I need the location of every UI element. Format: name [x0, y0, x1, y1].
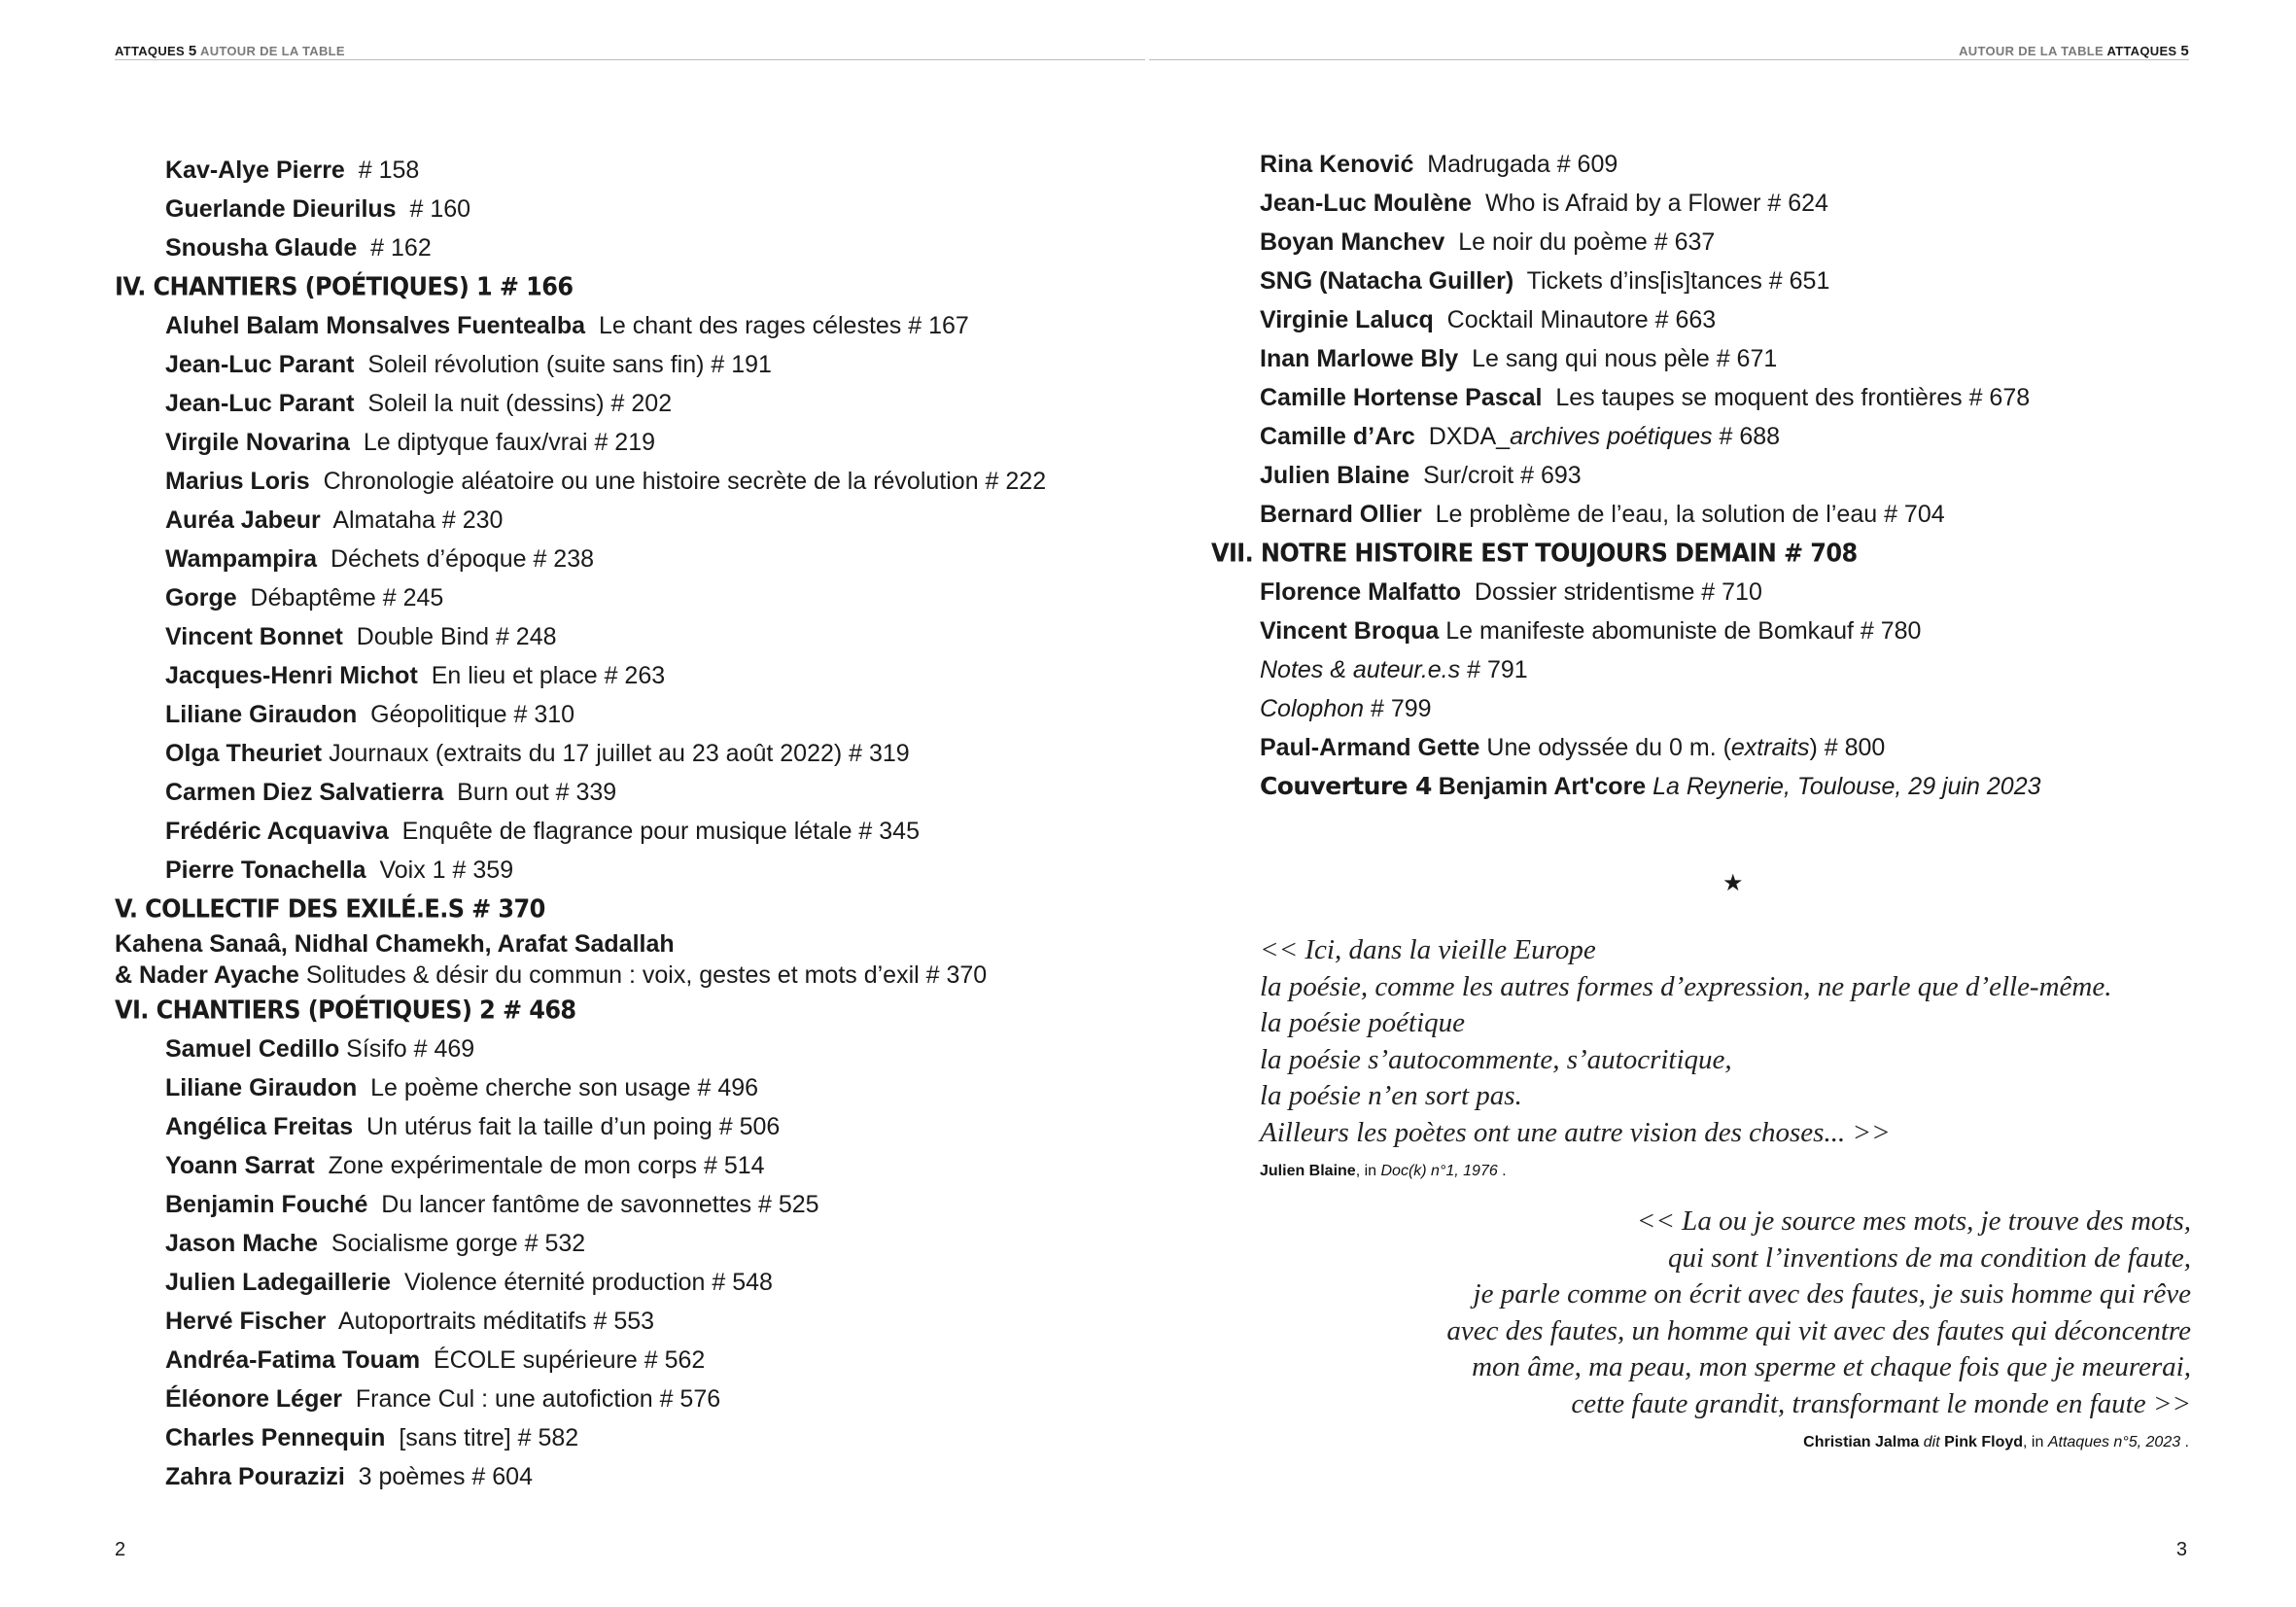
toc-entry — [115, 345, 1145, 384]
toc-author: Virginie Lalucq — [1260, 306, 1434, 333]
toc-entry — [1260, 495, 2232, 534]
toc-title: Solitudes & désir du commun : voix, gestes et mots d’exil # 370 — [305, 961, 988, 989]
toc-entry — [115, 423, 1145, 462]
toc-author: Andréa-Fatima Touam — [165, 1346, 421, 1374]
toc-author: Aluhel Balam Monsalves Fuentealba — [165, 312, 586, 339]
cite-sep: , in — [2023, 1434, 2048, 1450]
collectif-title-line — [115, 960, 1145, 991]
toc-author: Benjamin Art'core — [1438, 773, 1647, 800]
toc-entry — [115, 773, 1145, 812]
toc-entry — [115, 306, 1145, 345]
cite-end: . — [1497, 1163, 1507, 1179]
toc-title: Débaptême # 245 — [250, 584, 444, 611]
toc-author: Rina Kenović — [1260, 151, 1414, 178]
toc-entry — [115, 228, 1145, 267]
cite-author: Julien Blaine — [1260, 1163, 1356, 1179]
toc-title: Les taupes se moquent des frontières # 678 — [1555, 384, 2031, 411]
toc-author: Snousha Glaude — [165, 234, 358, 262]
star-ornament-icon: ★ — [1722, 870, 1744, 896]
toc-title-italic: extraits — [1730, 734, 1810, 761]
right-page-toc — [1211, 145, 2232, 806]
toc-title: Soleil la nuit (dessins) # 202 — [367, 390, 673, 417]
toc-entry — [115, 578, 1145, 617]
toc-group-vi-continued — [1260, 145, 2232, 534]
header-rule-right — [1149, 59, 2189, 60]
toc-author: Kahena Sanaâ, Nidhal Chamekh, Arafat Sadallah — [115, 930, 675, 958]
toc-author: Camille Hortense Pascal — [1260, 384, 1543, 411]
toc-group-continued — [115, 151, 1145, 267]
toc-entry — [1260, 417, 2232, 456]
toc-entry — [1260, 378, 2232, 417]
toc-title: Le noir du poème # 637 — [1458, 228, 1716, 256]
cite-author: Christian Jalma — [1803, 1434, 1920, 1450]
toc-entry — [1260, 611, 2232, 650]
toc-entry — [115, 1302, 1145, 1341]
toc-author: Carmen Diez Salvatierra — [165, 779, 444, 806]
toc-entry — [115, 812, 1145, 851]
cite-dit: dit — [1919, 1434, 1945, 1450]
toc-author: Paul-Armand Gette — [1260, 734, 1480, 761]
toc-entry-notes — [1260, 650, 2232, 689]
toc-author: Julien Ladegaillerie — [165, 1269, 392, 1296]
toc-title: Violence éternité production # 548 — [403, 1269, 773, 1296]
toc-title: Autoportraits méditatifs # 553 — [337, 1308, 655, 1335]
toc-group-iv — [115, 306, 1145, 890]
toc-title: Le diptyque faux/vrai # 219 — [363, 429, 656, 456]
toc-title: Le poème cherche son usage # 496 — [370, 1074, 759, 1101]
header-journal-title: ATTAQUES — [2106, 44, 2177, 58]
toc-group-vii — [1260, 573, 2232, 806]
toc-title: Who is Afraid by a Flower # 624 — [1485, 190, 1828, 217]
toc-entry — [115, 1224, 1145, 1263]
toc-title: Double Bind # 248 — [356, 623, 557, 650]
quote-line: la poésie n’en sort pas. — [1260, 1080, 1522, 1111]
toc-author: Olga Theuriet — [165, 740, 323, 767]
section-heading-vi: VI. CHANTIERS (POÉTIQUES) 2 # 468 — [115, 995, 576, 1026]
cite-alias: Pink Floyd — [1944, 1434, 2024, 1450]
toc-title-prefix: DXDA_ — [1428, 423, 1511, 450]
epigraph-quote-jalma — [1446, 1204, 2191, 1422]
collectif-block — [115, 928, 1145, 991]
quote-line: Ailleurs les poètes ont une autre vision des choses... >> — [1260, 1116, 1891, 1148]
cite-source: Doc(k) n°1, 1976 — [1380, 1163, 1498, 1179]
toc-entry — [1260, 145, 2232, 184]
toc-entry — [115, 190, 1145, 228]
toc-author: Liliane Giraudon — [165, 701, 358, 728]
section-heading-v: V. COLLECTIF DES EXILÉ.E.S # 370 — [115, 893, 545, 925]
toc-entry — [1260, 456, 2232, 495]
quote-attribution-jalma — [1803, 1434, 2189, 1451]
toc-entry — [115, 462, 1145, 501]
toc-entry — [115, 151, 1145, 190]
toc-title: Enquête de flagrance pour musique létale # 345 — [401, 818, 920, 845]
toc-entry — [115, 1263, 1145, 1302]
toc-author: Florence Malfatto — [1260, 578, 1461, 606]
toc-title: Soleil révolution (suite sans fin) # 191 — [367, 351, 772, 378]
header-issue-number: 5 — [188, 43, 197, 59]
section-heading-iv: IV. CHANTIERS (POÉTIQUES) 1 # 166 — [115, 271, 574, 302]
toc-author: Inan Marlowe Bly — [1260, 345, 1459, 372]
toc-title: [sans titre] # 582 — [399, 1424, 579, 1451]
toc-title: Géopolitique # 310 — [370, 701, 575, 728]
toc-title-suffix: # 688 — [1712, 423, 1781, 450]
toc-author: Liliane Giraudon — [165, 1074, 358, 1101]
toc-title: En lieu et place # 263 — [431, 662, 666, 689]
section-heading-vii: VII. NOTRE HISTOIRE EST TOUJOURS DEMAIN # 708 — [1211, 538, 1858, 569]
quote-line: la poésie, comme les autres formes d’expression, ne parle que d’elle-même. — [1260, 970, 2112, 1002]
toc-title: Le sang qui nous pèle # 671 — [1472, 345, 1778, 372]
toc-page-ref: # 791 — [1467, 656, 1528, 683]
quote-line: je parle comme on écrit avec des fautes, je suis homme qui rêve — [1473, 1278, 2191, 1310]
toc-page-ref: # 799 — [1370, 695, 1432, 722]
toc-author: Vincent Bonnet — [165, 623, 343, 650]
header-issue-number: 5 — [2180, 43, 2189, 59]
toc-author: Jean-Luc Parant — [165, 351, 355, 378]
toc-title-prefix: Une odyssée du 0 m. ( — [1486, 734, 1731, 761]
quote-line: mon âme, ma peau, mon sperme et chaque fois que je meurerai, — [1472, 1351, 2191, 1382]
cite-sep: , in — [1355, 1163, 1381, 1179]
toc-entry — [115, 1185, 1145, 1224]
toc-entry — [1260, 262, 2232, 300]
toc-author: Samuel Cedillo — [165, 1035, 340, 1063]
toc-author: Kav-Alye Pierre — [165, 157, 345, 184]
toc-entry — [115, 734, 1145, 773]
toc-title: 3 poèmes # 604 — [358, 1463, 533, 1490]
toc-author: SNG (Natacha Guiller) — [1260, 267, 1514, 295]
quote-line: << Ici, dans la vieille Europe — [1260, 934, 1596, 965]
toc-title: # 162 — [370, 234, 432, 262]
toc-title-italic: La Reynerie, Toulouse, 29 juin 2023 — [1652, 773, 2041, 800]
toc-title: Le chant des rages célestes # 167 — [598, 312, 969, 339]
toc-group-vi — [115, 1030, 1145, 1496]
toc-entry — [115, 1457, 1145, 1496]
toc-author: Hervé Fischer — [165, 1308, 327, 1335]
toc-author: & Nader Ayache — [115, 961, 299, 989]
toc-entry — [1260, 184, 2232, 223]
toc-title: Journaux (extraits du 17 juillet au 23 août 2022) # 319 — [329, 740, 910, 767]
toc-author: Wampampira — [165, 545, 318, 573]
toc-author: Vincent Broqua — [1260, 617, 1440, 645]
quote-line: qui sont l’inventions de ma condition de faute, — [1667, 1241, 2191, 1274]
toc-title: Le manifeste abomuniste de Bomkauf # 780 — [1445, 617, 1922, 645]
cite-source: Attaques n°5, 2023 — [2047, 1434, 2181, 1450]
toc-author: Virgile Novarina — [165, 429, 350, 456]
toc-title: ÉCOLE supérieure # 562 — [433, 1346, 706, 1374]
toc-entry — [1260, 728, 2232, 767]
toc-title: Almataha # 230 — [332, 507, 504, 534]
toc-entry-colophon — [1260, 689, 2232, 728]
toc-author: Bernard Ollier — [1260, 501, 1422, 528]
toc-author: Angélica Freitas — [165, 1113, 354, 1140]
toc-title: # 158 — [358, 157, 420, 184]
toc-author: Boyan Manchev — [1260, 228, 1445, 256]
toc-title: Tickets d’ins[is]tances # 651 — [1526, 267, 1830, 295]
toc-title: Voix 1 # 359 — [379, 856, 514, 884]
running-header-right — [1959, 43, 2189, 59]
toc-author: Marius Loris — [165, 468, 310, 495]
toc-entry — [115, 695, 1145, 734]
toc-title: Un utérus fait la taille d’un poing # 506 — [366, 1113, 781, 1140]
toc-title-suffix: ) # 800 — [1809, 734, 1886, 761]
toc-author: Charles Pennequin — [165, 1424, 386, 1451]
page-number-left: 2 — [115, 1539, 126, 1560]
toc-title: Dossier stridentisme # 710 — [1474, 578, 1762, 606]
toc-author: Auréa Jabeur — [165, 507, 321, 534]
toc-entry-cover — [1260, 767, 2232, 806]
epigraph-quote-blaine — [1260, 932, 2111, 1151]
quote-line: avec des fautes, un homme qui vit avec des fautes qui déconcentre — [1446, 1314, 2191, 1346]
toc-title: Madrugada # 609 — [1427, 151, 1618, 178]
header-section-name: AUTOUR DE LA TABLE — [1959, 44, 2104, 58]
toc-title: # 160 — [409, 195, 471, 223]
quote-line: la poésie s’autocommente, s’autocritique, — [1260, 1043, 1732, 1075]
toc-author: Éléonore Léger — [165, 1385, 342, 1413]
toc-entry — [115, 656, 1145, 695]
toc-author: Zahra Pourazizi — [165, 1463, 345, 1490]
toc-entry — [1260, 223, 2232, 262]
cite-end: . — [2180, 1434, 2189, 1450]
toc-title: Déchets d’époque # 238 — [330, 545, 595, 573]
left-page-toc — [115, 151, 1145, 1496]
toc-entry — [115, 1107, 1145, 1146]
toc-title: Le problème de l’eau, la solution de l’eau # 704 — [1435, 501, 1945, 528]
toc-title: Chronologie aléatoire ou une histoire secrète de la révolution # 222 — [323, 468, 1047, 495]
toc-title: Zone expérimentale de mon corps # 514 — [328, 1152, 765, 1179]
toc-entry — [115, 1146, 1145, 1185]
toc-entry — [1260, 339, 2232, 378]
toc-title: Socialisme gorge # 532 — [330, 1230, 586, 1257]
toc-author: Julien Blaine — [1260, 462, 1410, 489]
toc-title: France Cul : une autofiction # 576 — [355, 1385, 721, 1413]
toc-author: Jean-Luc Parant — [165, 390, 355, 417]
toc-author: Jason Mache — [165, 1230, 319, 1257]
header-section-name: AUTOUR DE LA TABLE — [200, 44, 345, 58]
toc-entry — [115, 1341, 1145, 1380]
collectif-authors-line — [115, 928, 1145, 960]
toc-title: Du lancer fantôme de savonnettes # 525 — [381, 1191, 819, 1218]
header-rule-left — [115, 59, 1145, 60]
toc-author: Pierre Tonachella — [165, 856, 366, 884]
toc-author: Guerlande Dieurilus — [165, 195, 397, 223]
toc-entry — [1260, 573, 2232, 611]
toc-author: Jean-Luc Moulène — [1260, 190, 1473, 217]
toc-label-italic: Notes & auteur.e.s — [1260, 656, 1461, 683]
header-journal-title: ATTAQUES — [115, 44, 185, 58]
toc-author: Frédéric Acquaviva — [165, 818, 389, 845]
toc-entry — [115, 540, 1145, 578]
toc-title: Sísifo # 469 — [346, 1035, 475, 1063]
quote-line: la poésie poétique — [1260, 1007, 1466, 1038]
quote-line: cette faute grandit, transformant le monde en faute >> — [1571, 1387, 2191, 1419]
cover-label: Couverture 4 — [1260, 772, 1432, 800]
toc-author: Jacques-Henri Michot — [165, 662, 418, 689]
toc-entry — [115, 1030, 1145, 1068]
page-number-right: 3 — [2175, 1539, 2187, 1560]
toc-entry — [115, 501, 1145, 540]
toc-entry — [115, 851, 1145, 890]
running-header-left — [115, 43, 345, 59]
toc-title-italic: archives poétiques — [1510, 423, 1713, 450]
toc-entry — [115, 384, 1145, 423]
toc-author: Benjamin Fouché — [165, 1191, 368, 1218]
toc-entry — [1260, 300, 2232, 339]
toc-author: Camille d’Arc — [1260, 423, 1415, 450]
toc-entry — [115, 1380, 1145, 1418]
toc-author: Gorge — [165, 584, 237, 611]
toc-entry — [115, 617, 1145, 656]
toc-title: Sur/croit # 693 — [1423, 462, 1582, 489]
toc-entry — [115, 1068, 1145, 1107]
toc-label-italic: Colophon — [1260, 695, 1365, 722]
toc-title: Burn out # 339 — [457, 779, 617, 806]
toc-title: Cocktail Minautore # 663 — [1446, 306, 1717, 333]
toc-author: Yoann Sarrat — [165, 1152, 315, 1179]
quote-attribution-blaine — [1260, 1163, 1507, 1180]
toc-entry — [115, 1418, 1145, 1457]
quote-line: << La ou je source mes mots, je trouve des mots, — [1636, 1205, 2191, 1237]
